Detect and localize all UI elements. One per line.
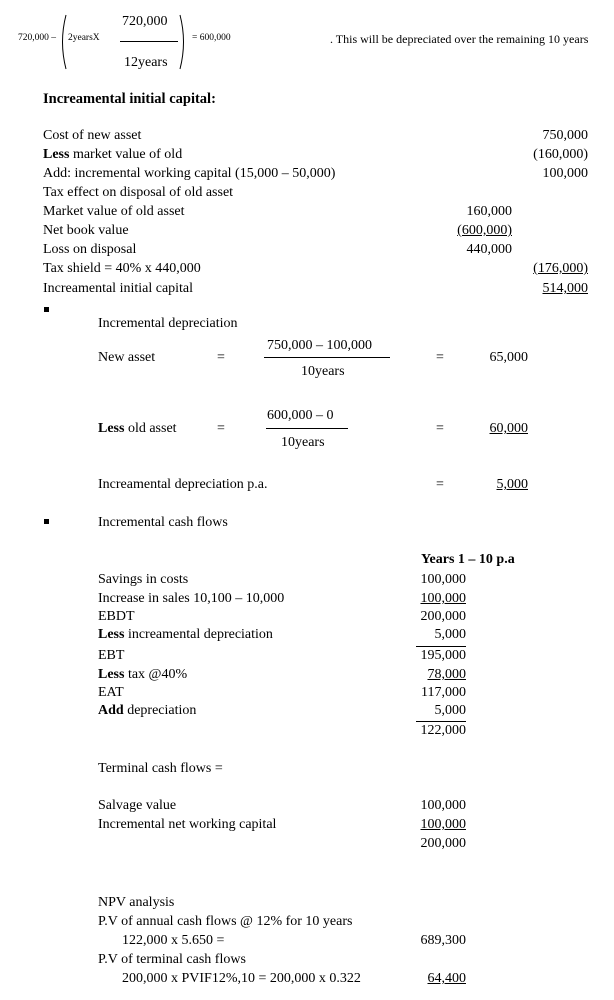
cf-value: 100,000 [420, 591, 466, 606]
cf-label: Savings in costs [98, 572, 189, 587]
cash-flows-heading: Incremental cash flows [98, 515, 228, 530]
ic-label: Loss on disposal [43, 242, 137, 257]
cf-label: Increase in sales 10,100 – 10,000 [98, 591, 285, 606]
cf-value: 5,000 [434, 703, 466, 718]
sum-rule [416, 721, 466, 722]
fraction-bar [266, 428, 348, 429]
ic-label: Add: incremental working capital (15,000 – 50,000) [43, 166, 336, 181]
fraction-bar [120, 41, 178, 42]
terminal-value: 100,000 [420, 798, 466, 813]
ic-outer: 750,000 [542, 128, 588, 143]
ic-inner: 160,000 [466, 204, 512, 219]
old-asset-label: Less old asset [98, 421, 177, 436]
ic-label: Net book value [43, 223, 129, 238]
terminal-value: 200,000 [420, 836, 466, 851]
per-annum-value: 5,000 [496, 477, 528, 492]
initial-capital-heading: Increamental initial capital: [43, 91, 216, 107]
ic-label: Less market value of old [43, 147, 183, 162]
cf-label: EBDT [98, 609, 135, 624]
bullet-icon [44, 307, 49, 312]
cf-label: Less increamental depreciation [98, 627, 273, 642]
cf-label: EBT [98, 648, 125, 663]
old-asset-denominator: 10years [281, 435, 325, 450]
equals-sign: = [436, 350, 444, 365]
npv-pv-terminal-value: 64,400 [427, 971, 466, 986]
new-asset-denominator: 10years [301, 364, 345, 379]
npv-pv-terminal-label: P.V of terminal cash flows [98, 952, 246, 967]
fraction-bar [264, 357, 390, 358]
formula-denominator: 12years [124, 55, 168, 70]
npv-pv-terminal-calc: 200,000 x PVIF12%,10 = 200,000 x 0.322 [122, 971, 361, 986]
formula-numerator: 720,000 [122, 14, 168, 29]
formula-result: = 600,000 [192, 33, 231, 43]
ic-label: Increamental initial capital [43, 281, 194, 296]
cf-value: 200,000 [420, 609, 466, 624]
equals-sign: = [217, 421, 225, 436]
cf-label: EAT [98, 685, 124, 700]
npv-heading: NPV analysis [98, 895, 175, 910]
old-asset-numerator: 600,000 – 0 [267, 408, 334, 423]
right-paren [178, 14, 188, 70]
formula-note: . This will be depreciated over the remaining 10 years [330, 32, 589, 46]
npv-pv-annual-value: 689,300 [420, 933, 466, 948]
cf-value: 78,000 [427, 667, 466, 682]
formula-left: 720,000 – [18, 33, 56, 43]
cf-value: 5,000 [434, 627, 466, 642]
ic-outer: 100,000 [542, 166, 588, 181]
equals-sign: = [436, 421, 444, 436]
cash-flows-column-header: Years 1 – 10 p.a [421, 552, 515, 567]
bullet-icon [44, 519, 49, 524]
ic-inner: 440,000 [466, 242, 512, 257]
per-annum-label: Increamental depreciation p.a. [98, 477, 268, 492]
left-paren [58, 14, 68, 70]
cf-value: 195,000 [420, 648, 466, 663]
cf-label: Add depreciation [98, 703, 197, 718]
old-asset-value: 60,000 [489, 421, 528, 436]
ic-outer: (176,000) [533, 261, 588, 276]
terminal-label: Incremental net working capital [98, 817, 277, 832]
equals-sign: = [217, 350, 225, 365]
new-asset-numerator: 750,000 – 100,000 [267, 338, 372, 353]
cf-value: 117,000 [421, 685, 466, 700]
new-asset-label: New asset [98, 350, 156, 365]
terminal-value: 100,000 [420, 817, 466, 832]
cf-value: 122,000 [420, 723, 466, 738]
terminal-label: Salvage value [98, 798, 177, 813]
npv-pv-annual-label: P.V of annual cash flows @ 12% for 10 years [98, 914, 353, 929]
ic-outer: (160,000) [533, 147, 588, 162]
ic-label: Tax shield = 40% x 440,000 [43, 261, 201, 276]
terminal-heading: Terminal cash flows = [98, 761, 223, 776]
ic-inner: (600,000) [457, 223, 512, 238]
ic-outer: 514,000 [542, 281, 588, 296]
formula-multiplier: 2yearsX [68, 33, 100, 43]
cf-value: 100,000 [420, 572, 466, 587]
ic-label: Cost of new asset [43, 128, 142, 143]
sum-rule [416, 646, 466, 647]
ic-label: Market value of old asset [43, 204, 185, 219]
depreciation-heading: Incremental depreciation [98, 316, 238, 331]
cf-label: Less tax @40% [98, 667, 188, 682]
new-asset-value: 65,000 [489, 350, 528, 365]
ic-label: Tax effect on disposal of old asset [43, 185, 234, 200]
npv-pv-annual-calc: 122,000 x 5.650 = [122, 933, 225, 948]
equals-sign: = [436, 477, 444, 492]
